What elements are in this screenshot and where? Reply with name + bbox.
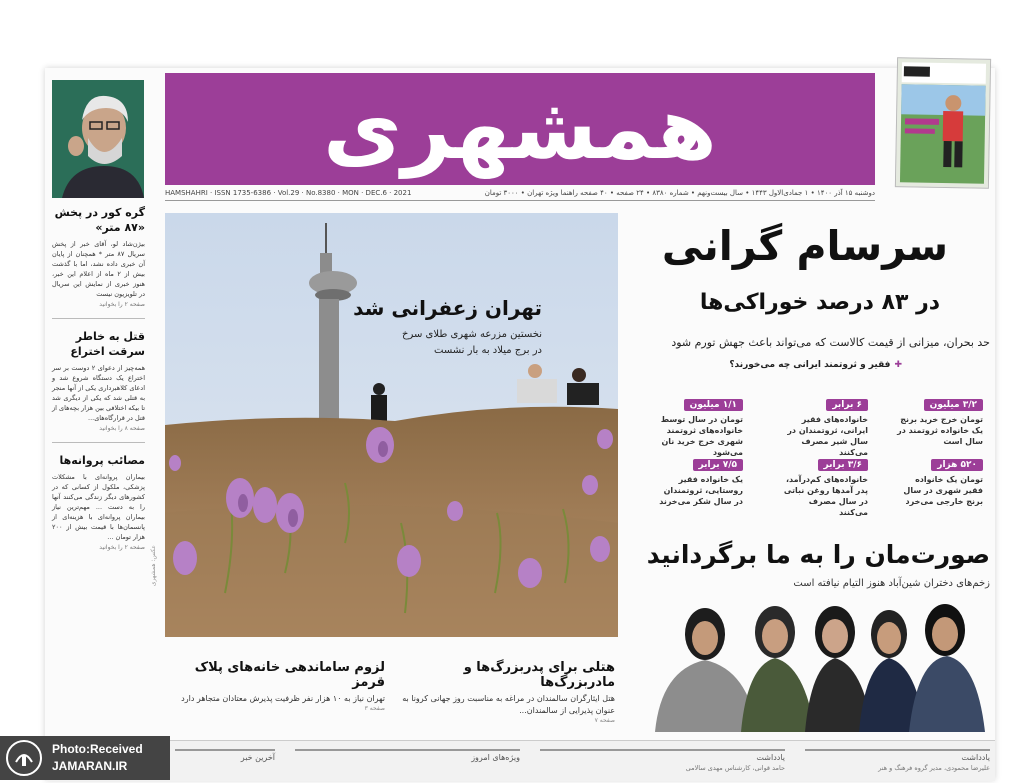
strip-column[interactable]: [805, 749, 990, 783]
stat-text: خانواده‌های فقیر ایرانی، ثروتمندان در سال شیر مصرف می‌کنند: [787, 415, 868, 457]
bottom-story-title: لزوم ساماندهی خانه‌های پلاک قرمز: [194, 660, 385, 690]
left-column: [52, 205, 145, 551]
stat-box: [780, 392, 868, 458]
dateline: [165, 186, 875, 201]
stat-badge: ۳/۲ میلیون: [924, 399, 983, 411]
lead-headline[interactable]: سرسام گرانی: [661, 222, 949, 270]
bottom-story-ref: صفحه ۳: [364, 705, 385, 712]
stat-text: تومان در سال توسط خانواده‌های ثروتمند شهری خرج خرید نان می‌شود: [660, 415, 743, 457]
strip-label: یادداشت: [961, 753, 990, 762]
photo-credit: عکس: همشهری: [150, 545, 157, 587]
left-story-2[interactable]: [52, 329, 145, 432]
watermark-line: JAMARAN.IR: [52, 759, 128, 773]
dateline-english: HAMSHAHRI · ISSN 1735-6386 · Vol.29 · No.8380 · MON · DEC.6 · 2021: [165, 189, 412, 197]
stat-badge: ۵۲۰ هزار: [931, 459, 983, 471]
left-story-ref: صفحه ۸ را بخوانید: [99, 425, 145, 432]
stat-box: [655, 392, 743, 458]
stat-text: تومان یک خانواده فقیر شهری در سال برنج خارجی می‌خرد: [903, 475, 983, 506]
stat-badge: ۱/۱ میلیون: [684, 399, 743, 411]
strip-column[interactable]: [540, 749, 785, 783]
left-story-title: قتل به خاطر سرقت اختراع: [70, 330, 145, 358]
saffron-photo[interactable]: [165, 213, 618, 637]
divider: [52, 442, 145, 443]
stat-box: [655, 452, 743, 507]
stat-badge: ۷/۵ برابر: [693, 459, 743, 471]
magazine-thumbnail: [895, 57, 991, 189]
portrait-photo: [52, 80, 144, 198]
plus-icon: ✚: [894, 360, 902, 370]
women-photo: [655, 600, 985, 732]
left-story-3[interactable]: [52, 453, 145, 551]
stat-box: [895, 392, 983, 447]
left-story-title: گره کور در پخش «۸۷ متر»: [54, 206, 145, 234]
left-story-1[interactable]: [52, 205, 145, 308]
strip-sub: علیرضا محمودی، مدیر گروه فرهنگ و هنر: [878, 764, 990, 772]
strip-label: یادداشت: [756, 753, 785, 762]
jamaran-logo-icon: [6, 740, 42, 776]
stat-box: [780, 452, 868, 518]
watermark-line: Photo:Received: [52, 742, 143, 756]
stat-text: تومان خرج خرید برنج یک خانواده ثروتمند در سال است: [897, 415, 983, 446]
left-story-title: مصائب پروانه‌ها: [59, 454, 145, 467]
left-story-body: همه‌چیز از دعوای ۲ دوست بر سر اختراع یک دستگاه شروع شد و ادعای کلاهبرداری یکی از آنها منجر به قتلی شد که یکی از دیگری شد تا بیکه اختلافی بین هزار بچه‌های از قتل در قرارگاه‌های...: [52, 364, 145, 422]
strip-label: ویژه‌های امروز: [471, 753, 520, 762]
left-story-ref: صفحه ۲ را بخوانید: [99, 544, 145, 551]
second-subhead: زخم‌های دختران شین‌آباد هنوز التیام نیافته است: [793, 578, 990, 589]
left-story-body: بیماران پروانه‌ای با مشکلات پزشکی، ملکول از کسانی که در کشورهای دیگر زندگی می‌کنند آنها را به دست ... مهم‌ترین نیاز بیماران پروانه‌ای با هزینه‌ای از پانسمان‌ها با قیمت بیش از ۲۰۰ هزار تومان ...: [52, 473, 145, 541]
dateline-persian: دوشنبه ۱۵ آذر ۱۴۰۰ • ۱ جمادی‌الاول ۱۴۴۳ • سال بیست‌ونهم • شماره ۸۳۸۰ • ۲۴ صفحه • ۴۰ صفحه راهنما ویژه تهران • ۳۰۰۰ تومان: [484, 189, 875, 197]
photo-story-subtitle-line: در برج میلاد به بار نشست: [434, 345, 542, 356]
left-story-ref: صفحه ۲ را بخوانید: [99, 301, 145, 308]
left-story-body: بیژن‌شاد لو، آقای خبر از پخش سریال ۸۷ متر * همچنان از پایان آن خبری داده نشد، اما با گذشت بیش از ۲ ماه از اعلام این خبر، هنوز خبری از نمایش این سریال در تلویزیون نیست: [52, 240, 145, 298]
bottom-story-hotel[interactable]: [400, 660, 615, 724]
photo-story-subtitle-line: نخستین مزرعه شهری طلای سرخ: [402, 329, 542, 340]
strip-label: آخرین خبر: [240, 753, 275, 762]
photo-story-title: تهران زعفرانی شد: [353, 296, 542, 320]
masthead-title: همشهری: [323, 79, 717, 179]
bottom-story-title: هتلی برای پدربزرگ‌ها و مادربزرگ‌ها: [463, 660, 615, 690]
bottom-story-shelter[interactable]: [165, 660, 385, 712]
strip-sub: حامد قوانی، کارشناس مهدی سالامی: [685, 764, 785, 772]
masthead: [165, 73, 875, 185]
stat-text: یک خانواده فقیر روستایی، ثروتمندان در سال شکر می‌خرند: [659, 475, 743, 506]
bottom-story-ref: صفحه ۷: [594, 717, 615, 724]
lead-teaser: [640, 360, 902, 370]
stat-box: [895, 452, 983, 507]
lead-teaser-text: فقیر و ثروتمند ایرانی چه می‌خورند؟: [729, 360, 891, 370]
second-headline[interactable]: صورت‌مان را به ما برگردانید: [646, 540, 990, 569]
watermark: [0, 736, 170, 780]
lead-subhead: در ۸۳ درصد خوراکی‌ها: [699, 290, 941, 315]
stat-badge: ۳/۶ برابر: [818, 459, 868, 471]
stat-badge: ۶ برابر: [826, 399, 868, 411]
lead-lede: حد بحران، میزانی از قیمت کالاست که می‌تواند باعث جهش تورم شود: [671, 336, 990, 349]
divider: [52, 318, 145, 319]
bottom-story-body: تهران نیاز به ۱۰ هزار نفر ظرفیت پذیرش معتادان متجاهر دارد: [181, 694, 385, 703]
stat-text: خانواده‌های کم‌درآمد، پدر آمدها روغن نباتی در سال مصرف می‌کنند: [783, 475, 868, 517]
watermark-text: [52, 741, 143, 775]
bottom-story-body: هتل ایثارگران سالمندان در مراغه به مناسبت روز جهانی کرونا به عنوان پذیرایی از سالمندان...: [402, 694, 615, 715]
bottom-strip: [45, 740, 995, 781]
strip-column[interactable]: [295, 749, 520, 783]
photo-story-subtitle: [402, 327, 542, 359]
strip-column[interactable]: [175, 749, 275, 783]
